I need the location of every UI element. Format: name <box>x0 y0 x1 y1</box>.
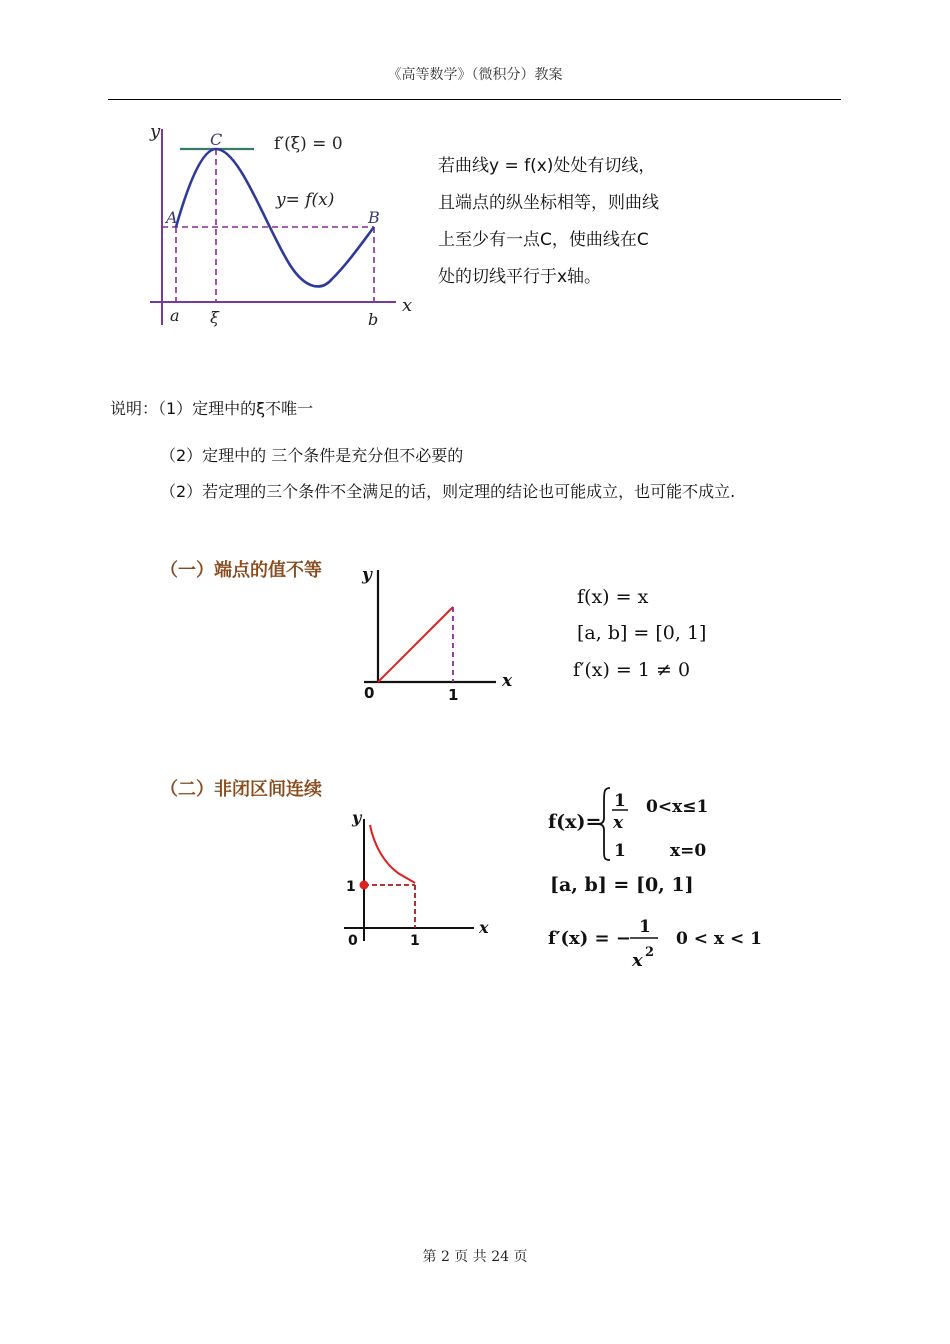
s1-function-line <box>378 607 453 682</box>
section1-graph <box>350 560 525 705</box>
theorem-description <box>438 148 738 296</box>
s1-formula-function: f(x) = x <box>577 586 649 608</box>
point-a-label: A <box>166 208 178 227</box>
s2-derivative-num: 1 <box>639 917 651 937</box>
tick-a-label: a <box>170 306 180 325</box>
s2-point-marker <box>360 881 369 890</box>
section2-graph <box>338 805 498 953</box>
derivative-label: f′(ξ) = 0 <box>274 134 343 154</box>
s1-formula-derivative: f′(x) = 1 ≠ 0 <box>573 659 691 681</box>
s2-brace <box>598 788 610 860</box>
s2-case1-cond: 0<x≤1 <box>646 797 709 817</box>
tick-xi-label: ξ <box>210 308 219 327</box>
s2-x-tick-label: 1 <box>410 933 420 949</box>
s2-case1-num: 1 <box>614 791 626 811</box>
s2-case2-val: 1 <box>614 841 626 861</box>
s2-piecewise-function <box>548 782 728 864</box>
s2-derivative-cond: 0 < x < 1 <box>676 929 762 949</box>
s2-function-curve <box>370 825 415 883</box>
s2-x-label: x <box>479 918 489 937</box>
s2-derivative-den: x <box>632 950 643 971</box>
tick-b-label: b <box>368 310 379 329</box>
note-intro: 说明：（1）定理中的ξ不唯一 <box>110 399 314 418</box>
fig1-y-label: y <box>150 121 161 142</box>
s1-x-label: x <box>502 671 513 691</box>
description-line: 且端点的纵坐标相等，则曲线 <box>438 193 659 213</box>
header-divider <box>108 99 841 100</box>
s2-piecewise-lhs: f(x)= <box>548 811 602 833</box>
s2-y-tick-label: 1 <box>346 879 356 895</box>
description-line: 上至少有一点C，使曲线在C <box>438 230 649 250</box>
point-c-label: C <box>210 130 223 149</box>
description-line: 处的切线平行于x轴。 <box>438 267 602 287</box>
s2-case2-cond: x=0 <box>670 841 707 861</box>
section1-title: （一）端点的值不等 <box>160 560 322 581</box>
fig1-x-label: x <box>402 295 413 316</box>
note-item-3: （2）若定理的三个条件不全满足的话，则定理的结论也可能成立，也可能不成立. <box>160 482 736 501</box>
s2-derivative-lhs: f′(x) = − <box>548 928 631 949</box>
function-curve <box>176 149 374 286</box>
s2-case1-den: x <box>613 813 624 833</box>
s2-derivative-exp: 2 <box>645 945 655 960</box>
s1-tick-label: 1 <box>448 686 459 704</box>
page-header: 《高等数学》（微积分）教案 <box>387 67 563 83</box>
s2-derivative <box>548 910 763 974</box>
s1-formula-interval: [a, b] = [0, 1] <box>577 622 707 644</box>
description-line: 若曲线y = f(x)处处有切线， <box>438 156 656 176</box>
s2-formula-interval: [a, b] = [0, 1] <box>550 874 694 896</box>
s2-y-label: y <box>352 808 362 827</box>
section2-title: （二）非闭区间连续 <box>160 779 322 800</box>
note-item-2: （2）定理中的 三个条件是充分但不必要的 <box>160 446 464 465</box>
function-label: y= f(x) <box>276 190 335 210</box>
s1-origin-label: 0 <box>364 684 375 702</box>
s2-origin-label: 0 <box>348 933 358 949</box>
s1-y-label: y <box>362 565 372 585</box>
rolle-figure <box>140 115 425 340</box>
point-b-label: B <box>368 208 380 227</box>
page-footer: 第 2 页 共 24 页 <box>422 1249 528 1265</box>
